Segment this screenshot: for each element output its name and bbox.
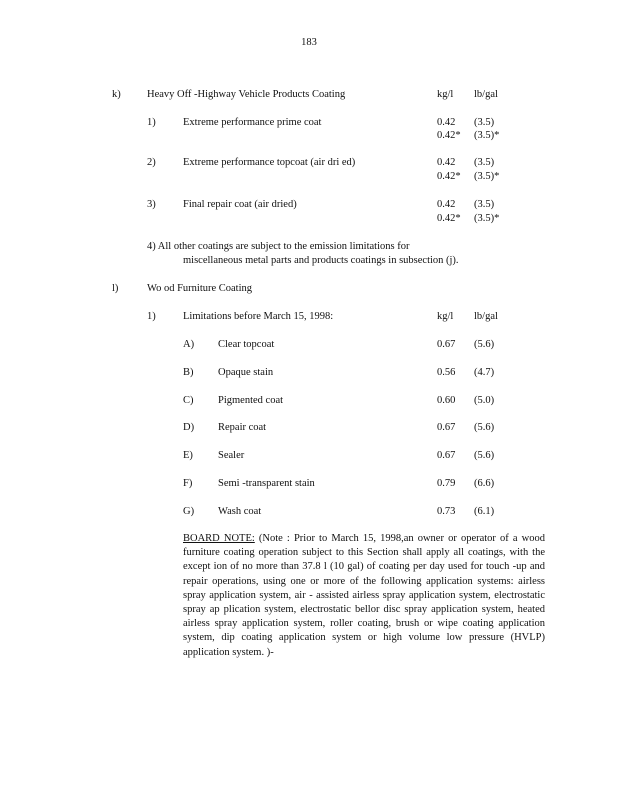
page-number: 183	[301, 37, 317, 48]
l-row-kg: 0.67	[437, 339, 456, 350]
k-item-4-line-2: miscellaneous metal parts and products coatings in subsection (j).	[183, 255, 459, 266]
section-l-unit-kg: kg/l	[437, 311, 454, 322]
l-row-kg: 0.60	[437, 395, 456, 406]
l-row-kg: 0.67	[437, 422, 456, 433]
l-row-lb: (5.6)	[474, 339, 495, 350]
k-item-2-kg: 0.42	[437, 157, 456, 168]
k-item-4-line-1: 4) All other coatings are subject to the emission limitations for	[147, 241, 410, 252]
l-row-lb: (6.1)	[474, 506, 495, 517]
k-item-1-num: 1)	[147, 117, 156, 128]
l-row-name: Pigmented coat	[218, 395, 284, 406]
l-row-name: Sealer	[218, 450, 245, 461]
board-note-heading: BOARD NOTE:	[183, 533, 255, 544]
k-item-2-text: Extreme performance topcoat (air dri ed)	[183, 157, 356, 168]
l-row-lb: (5.0)	[474, 395, 495, 406]
k-item-3-lb-alt: (3.5)*	[474, 213, 500, 224]
l-row-lb: (5.6)	[474, 450, 495, 461]
k-item-2-lb: (3.5)	[474, 157, 495, 168]
l-row-letter: F)	[183, 478, 193, 489]
k-item-3-kg: 0.42	[437, 199, 456, 210]
l-row-letter: C)	[183, 395, 194, 406]
section-k-unit-lb: lb/gal	[474, 89, 498, 100]
section-l-label: l)	[112, 283, 119, 294]
k-item-1-lb: (3.5)	[474, 117, 495, 128]
l-row-name: Wash coat	[218, 506, 262, 517]
l-row-letter: E)	[183, 450, 193, 461]
board-note-body: (Note : Prior to March 15, 1998,an owner or operator of a wood furniture coating operation subject to this Section shall apply all coatings, with the except ion of no more than 37.8 l (10 gal) of coating per day used for touch -up and repair operations, using one or more of the following application systems: airless spray application system, air - assisted airless spray application system, electrostatic spray ap plication system, electrostatic bellor disc spray application system, heated airless spray application system, roller coating, brush or wipe coating application system, dip coating application system or high volume low pressure (HVLP) application system. )-	[183, 533, 545, 658]
k-item-3-kg-alt: 0.42*	[437, 213, 461, 224]
k-item-2-kg-alt: 0.42*	[437, 171, 461, 182]
l-row-letter: A)	[183, 339, 195, 350]
k-item-3-num: 3)	[147, 199, 156, 210]
k-item-2-lb-alt: (3.5)*	[474, 171, 500, 182]
l-row-lb: (4.7)	[474, 367, 495, 378]
section-l-title: Wo od Furniture Coating	[147, 283, 253, 294]
l-row-name: Repair coat	[218, 422, 267, 433]
l-row-name: Clear topcoat	[218, 339, 275, 350]
section-k-title: Heavy Off -Highway Vehicle Products Coating	[147, 89, 346, 100]
l-row-kg: 0.79	[437, 478, 456, 489]
l-row-name: Opaque stain	[218, 367, 274, 378]
l-row-letter: G)	[183, 506, 195, 517]
l-row-name: Semi -transparent stain	[218, 478, 315, 489]
l-row-letter: B)	[183, 367, 194, 378]
l-row-letter: D)	[183, 422, 195, 433]
l-row-lb: (5.6)	[474, 422, 495, 433]
l-sub-num: 1)	[147, 311, 156, 322]
k-item-2-num: 2)	[147, 157, 156, 168]
l-row-kg: 0.67	[437, 450, 456, 461]
l-row-kg: 0.56	[437, 367, 456, 378]
section-l-unit-lb: lb/gal	[474, 311, 498, 322]
l-row-kg: 0.73	[437, 506, 456, 517]
k-item-3-text: Final repair coat (air dried)	[183, 199, 297, 210]
k-item-1-text: Extreme performance prime coat	[183, 117, 322, 128]
l-sub-title: Limitations before March 15, 1998:	[183, 311, 334, 322]
l-row-lb: (6.6)	[474, 478, 495, 489]
k-item-1-kg-alt: 0.42*	[437, 130, 461, 141]
section-k-unit-kg: kg/l	[437, 89, 454, 100]
section-k-label: k)	[112, 89, 121, 100]
board-note	[183, 532, 545, 660]
k-item-3-lb: (3.5)	[474, 199, 495, 210]
k-item-1-lb-alt: (3.5)*	[474, 130, 500, 141]
k-item-1-kg: 0.42	[437, 117, 456, 128]
